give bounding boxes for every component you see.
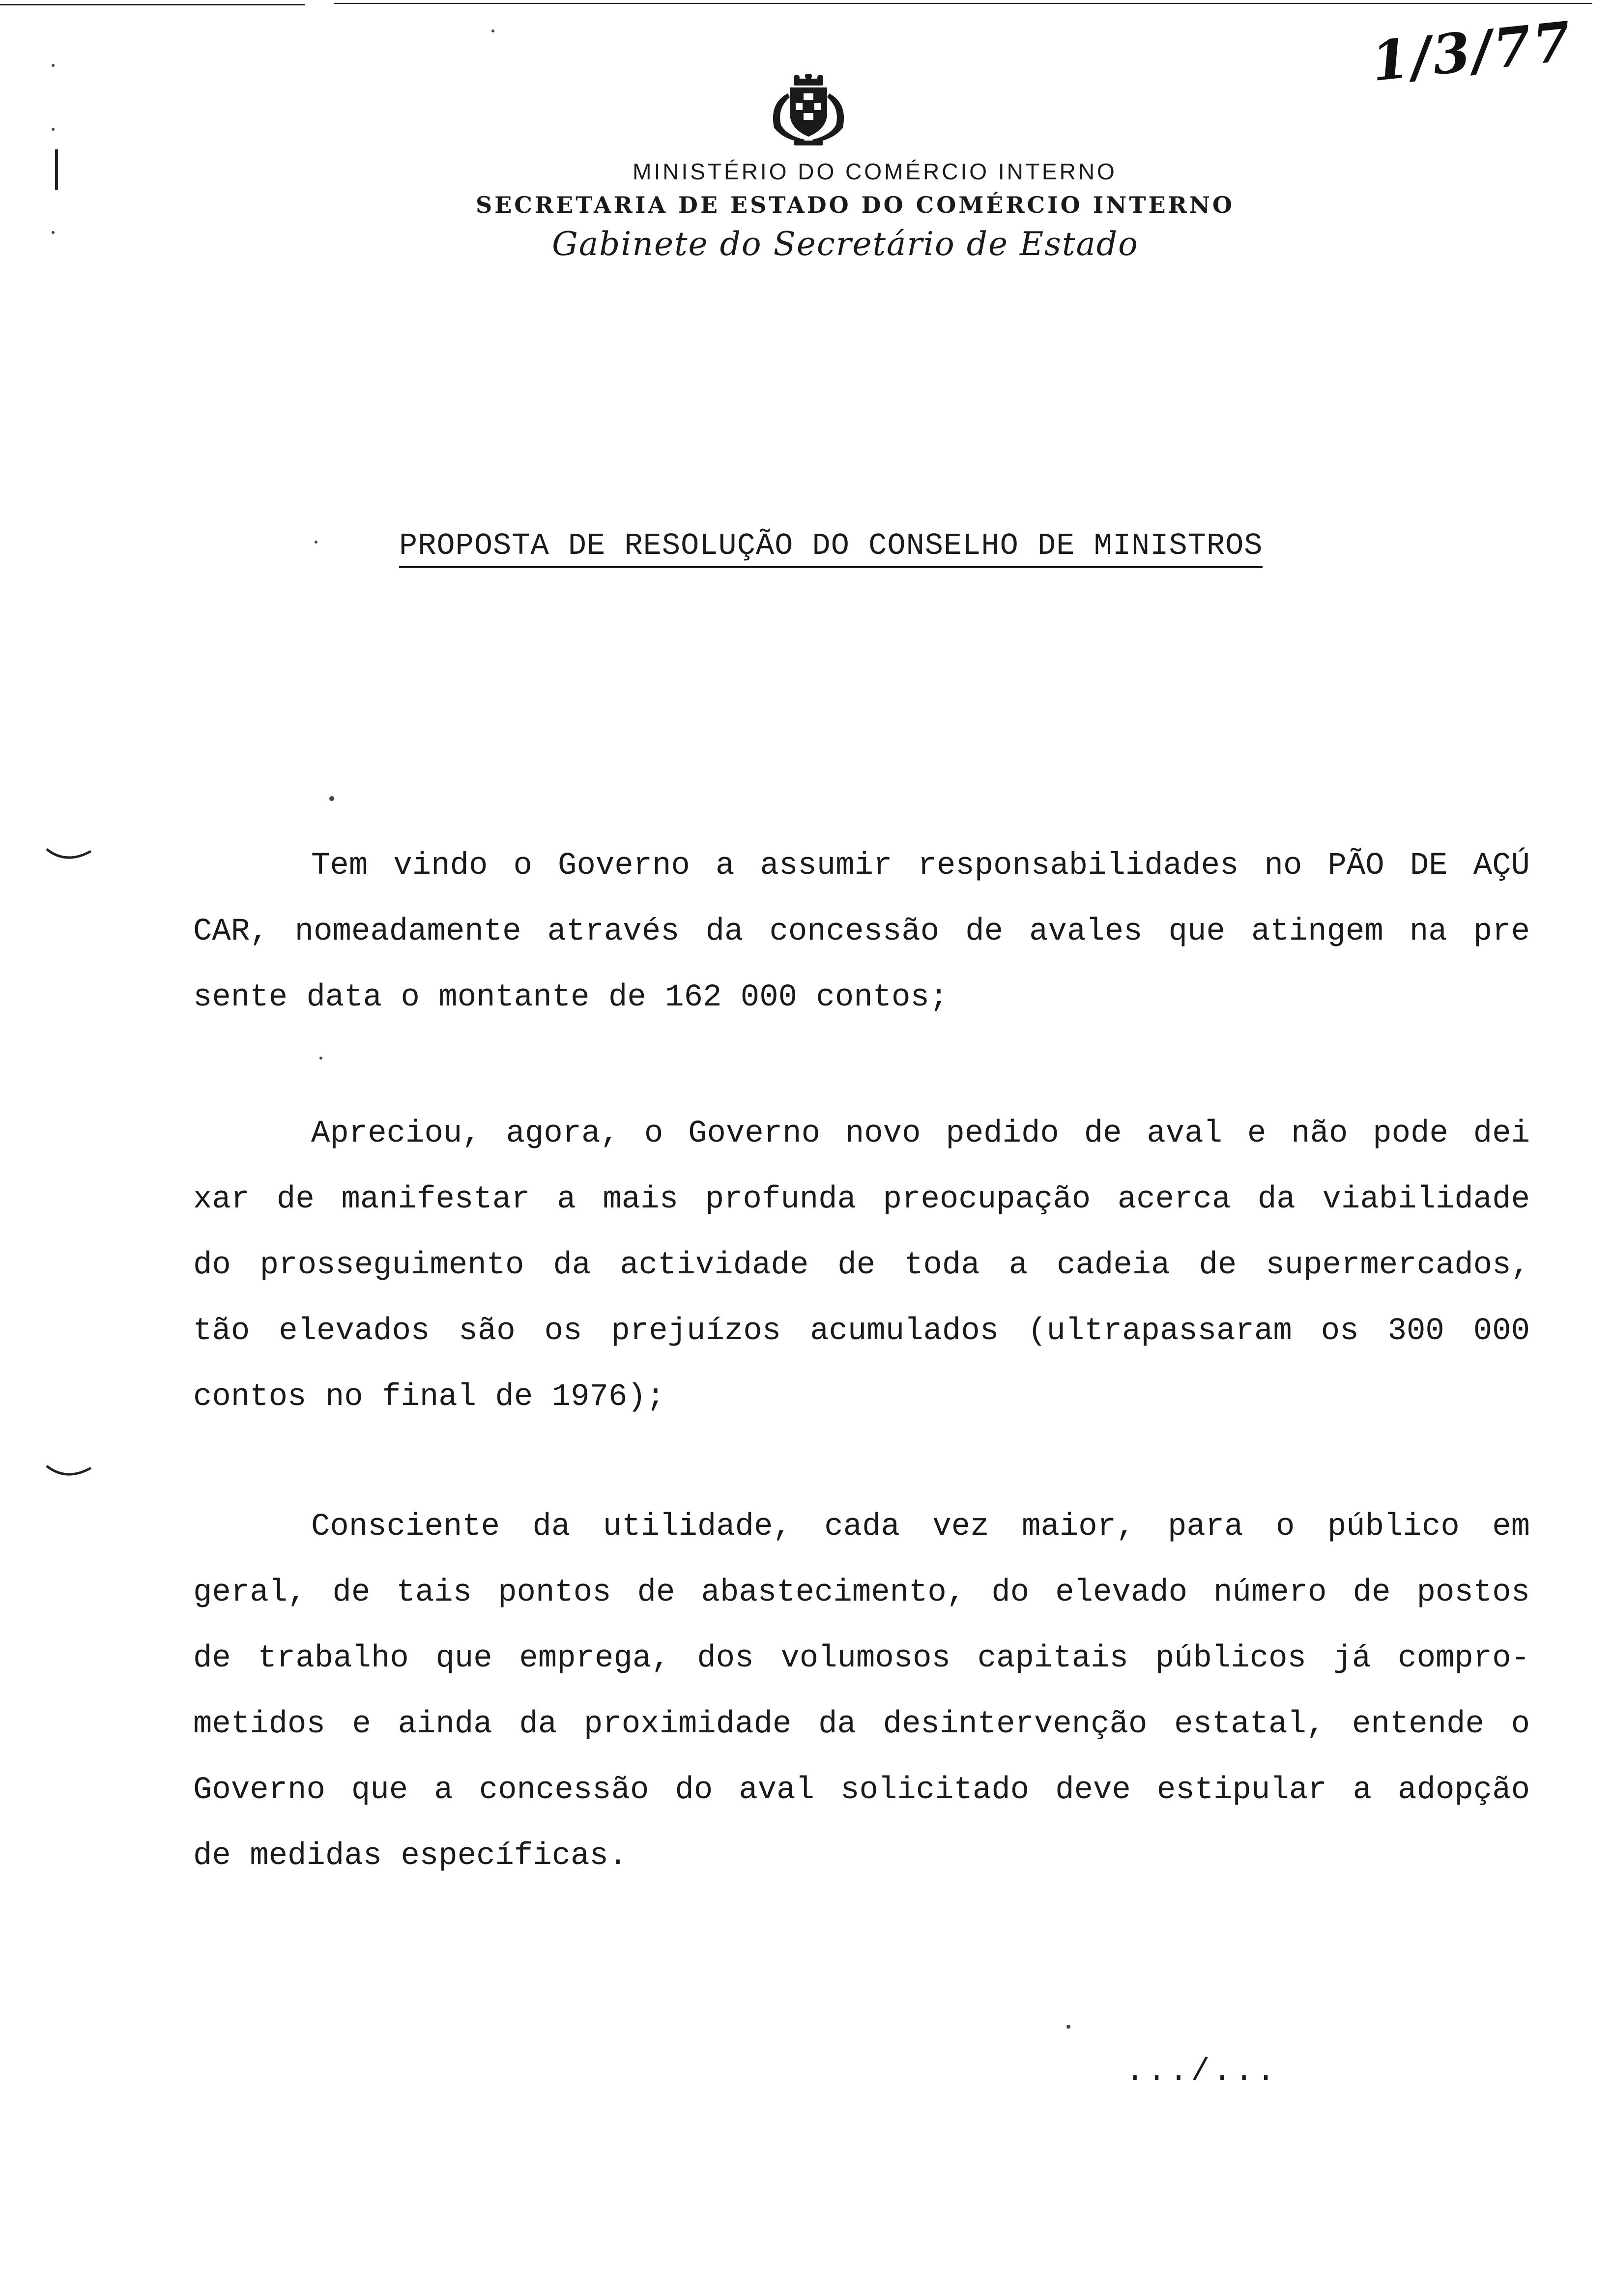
paragraph-line: contos no final de 1976); bbox=[193, 1379, 665, 1415]
scan-speck bbox=[52, 231, 55, 234]
ministry-name: MINISTÉRIO DO COMÉRCIO INTERNO bbox=[633, 159, 1117, 184]
scan-speck bbox=[52, 64, 55, 67]
scan-speck bbox=[52, 128, 55, 131]
paragraph-line: geral, de tais pontos de abastecimento, do elevado número de postos bbox=[193, 1575, 1530, 1610]
scan-speck bbox=[315, 541, 317, 544]
margin-fold-mark bbox=[44, 1462, 93, 1482]
paragraph-line: de trabalho que emprega, dos volumosos capitais públicos já compro- bbox=[193, 1641, 1530, 1676]
paragraph-line: sente data o montante de 162 000 contos; bbox=[193, 980, 949, 1015]
paragraph-line: do prosseguimento da actividade de toda a cadeia de supermercados, bbox=[193, 1248, 1530, 1283]
margin-fold-mark bbox=[44, 845, 93, 865]
scan-speck bbox=[491, 29, 494, 32]
paragraph-line: Tem vindo o Governo a assumir responsabilidades no PÃO DE AÇÚ bbox=[311, 848, 1530, 884]
secretaria-name: SECRETARIA DE ESTADO DO COMÉRCIO INTERNO bbox=[476, 192, 1235, 218]
continuation-marker: .../... bbox=[1125, 2054, 1278, 2090]
margin-tick-mark bbox=[53, 147, 60, 192]
paragraph-3 bbox=[193, 1494, 1530, 1889]
scan-speck bbox=[1066, 2025, 1070, 2029]
coat-of-arms-icon bbox=[759, 74, 858, 147]
paragraph-line: xar de manifestar a mais profunda preocupação acerca da viabilidade bbox=[193, 1182, 1530, 1217]
scan-speck bbox=[319, 1057, 322, 1060]
paragraph-line: Apreciou, agora, o Governo novo pedido de aval e não pode dei bbox=[311, 1116, 1530, 1151]
document-title: PROPOSTA DE RESOLUÇÃO DO CONSELHO DE MINISTROS bbox=[399, 528, 1263, 568]
paragraph-line: metidos e ainda da proximidade da desintervenção estatal, entende o bbox=[193, 1707, 1530, 1742]
top-rule-right bbox=[334, 3, 1592, 4]
scan-speck bbox=[329, 796, 334, 801]
paragraph-line: tão elevados são os prejuízos acumulados (ultrapassaram os 300 000 bbox=[193, 1314, 1530, 1349]
paragraph-line: de medidas específicas. bbox=[193, 1838, 628, 1874]
top-rule-left bbox=[0, 4, 305, 5]
paragraph-line: Consciente da utilidade, cada vez maior, para o público em bbox=[311, 1509, 1530, 1545]
paragraph-2 bbox=[193, 1101, 1530, 1430]
paragraph-1 bbox=[193, 833, 1530, 1031]
gabinete-name: Gabinete do Secretário de Estado bbox=[552, 225, 1139, 263]
paragraph-line: Governo que a concessão do aval solicitado deve estipular a adopção bbox=[193, 1773, 1530, 1808]
paragraph-line: CAR, nomeadamente através da concessão de avales que atingem na pre bbox=[193, 914, 1530, 949]
handwritten-date: 1/3/77 bbox=[1368, 9, 1576, 94]
